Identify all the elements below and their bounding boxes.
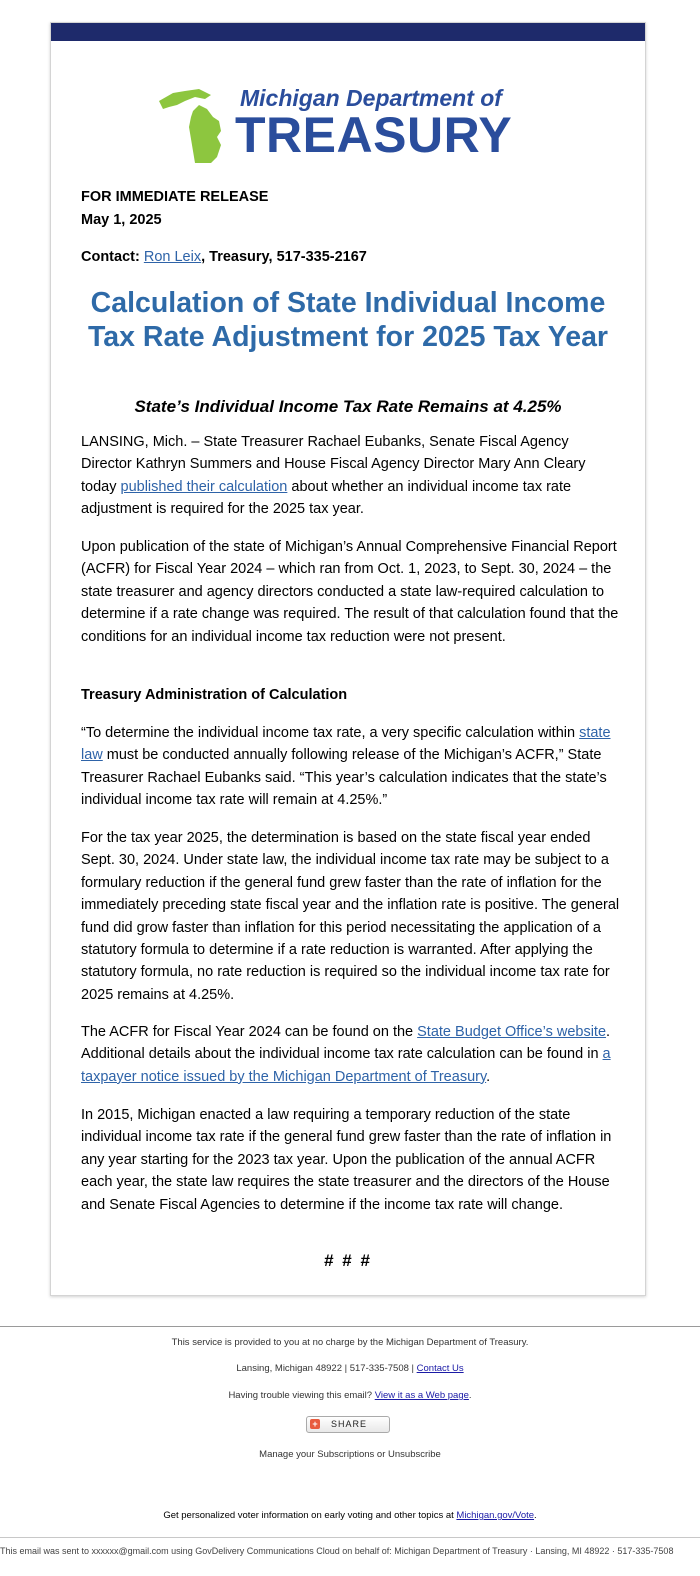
taxpayer-notice-link[interactable]: a taxpayer notice issued by the Michigan Department of Treasury <box>81 1046 611 1085</box>
paragraph-3-text-b: must be conducted annually following release of the Michigan’s ACFR,” State Treasurer Rachael Eubanks said. “This year’s calculation indicates that the state’s individual income tax rate will remain at 4.25%.” <box>81 747 607 809</box>
michigan-map-icon <box>155 87 237 165</box>
trouble-end: . <box>468 1390 472 1401</box>
email-card <box>50 22 646 1296</box>
paragraph-1-text-b: about whether an individual income tax rate adjustment is required for the 2025 tax year. <box>81 478 572 518</box>
footer-address <box>0 1363 700 1374</box>
paragraph-5-text-b: . Additional details about the individual income tax rate calculation can be found in <box>81 1024 611 1063</box>
release-date: May 1, 2025 <box>81 212 162 228</box>
contact-us-link[interactable]: Contact Us <box>416 1363 464 1374</box>
view-web-page-link[interactable]: View it as a Web page <box>374 1390 469 1401</box>
manage-subscriptions-link[interactable]: Manage your Subscriptions or Unsubscribe <box>259 1449 441 1460</box>
paragraph-5 <box>81 1021 621 1088</box>
contact-details: , Treasury, 517-335-2167 <box>201 249 367 265</box>
state-budget-office-link[interactable]: State Budget Office’s website <box>417 1024 607 1040</box>
paragraph-5-text-c: . <box>486 1068 491 1085</box>
paragraph-5-text-a: The ACFR for Fiscal Year 2024 can be found on the <box>81 1024 418 1040</box>
voter-text: Get personalized voter information on early voting and other topics at <box>163 1510 457 1521</box>
contact-name-link[interactable]: Ron Leix <box>143 249 202 265</box>
page-title: Calculation of State Individual Income Tax Rate Adjustment for 2025 Tax Year <box>87 287 609 353</box>
state-law-link[interactable]: state law <box>81 725 611 764</box>
end-mark: # # # <box>324 1251 372 1270</box>
share-button[interactable] <box>306 1416 390 1433</box>
release-label: FOR IMMEDIATE RELEASE <box>81 189 269 205</box>
paragraph-4: For the tax year 2025, the determination is based on the state fiscal year ended Sept. 30, 2024. Under state law, the individual income tax rate may be subject to a formulary reduction if the general fund grew faster than the rate of inflation for the immediately preceding state fiscal year and the inflation rate is positive. The general fund did grow faster than inflation for this period necessitating the application of a statutory formula to determine if a rate reduction is warranted. After applying the statutory formula, no rate reduction is required so the individual income tax rate for 2025 remains at 4.25%. <box>81 830 620 1003</box>
paragraph-1 <box>81 431 621 521</box>
header-bar <box>51 23 645 41</box>
section-title: Treasury Administration of Calculation <box>81 687 348 703</box>
paragraph-2: Upon publication of the state of Michigan’s Annual Comprehensive Financial Report (ACFR) for Fiscal Year 2024 – which ran from Oct. 1, 2023, to Sept. 30, 2024 – the state treasurer and agency directors conducted a state law-required calculation to determine if a rate change was required. The result of that calculation found that the conditions for an individual income tax reduction were not present. <box>81 539 619 645</box>
share-label: SHARE <box>331 1419 368 1429</box>
brand-line-2: TREASURY <box>235 107 513 163</box>
contact-line <box>81 249 367 265</box>
contact-label: Contact: <box>81 249 144 265</box>
bottom-divider <box>0 1537 700 1538</box>
subheadline: State’s Individual Income Tax Rate Remains at 4.25% <box>134 397 562 416</box>
service-note: This service is provided to you at no charge by the Michigan Department of Treasury. <box>171 1337 529 1348</box>
paragraph-6: In 2015, Michigan enacted a law requiring a temporary reduction of the state individual income tax rate if the general fund grew faster than the rate of inflation in any year starting for the 2023 tax year. Upon the publication of the annual ACFR each year, the state law requires the state treasurer and the directors of the House and Senate Fiscal Agencies to determine if the income tax rate will change. <box>81 1107 612 1213</box>
vote-link[interactable]: Michigan.gov/Vote <box>456 1510 535 1521</box>
voter-end: . <box>534 1510 537 1521</box>
address-text: Lansing, Michigan 48922 | 517-335-7508 | <box>236 1363 417 1374</box>
plus-icon: + <box>310 1419 320 1429</box>
paragraph-1-text-a: LANSING, Mich. – State Treasurer Rachael Eubanks, Senate Fiscal Agency Director Kathryn Summers and House Fiscal Agency Director Mary Ann Cleary today <box>81 434 586 495</box>
paragraph-3-text-a: “To determine the individual income tax rate, a very specific calculation within <box>81 725 580 741</box>
trouble-viewing <box>0 1390 700 1401</box>
published-calculation-link[interactable]: published their calculation <box>120 478 288 495</box>
footer-divider <box>0 1326 700 1327</box>
brand-line-1: Michigan Department of <box>240 85 502 111</box>
trouble-text: Having trouble viewing this email? <box>228 1390 375 1401</box>
voter-info <box>0 1510 700 1521</box>
sent-to-note: This email was sent to xxxxxx@gmail.com using GovDelivery Communications Cloud on behalf of: Michigan Department of Treasury · Lansing, MI 48922 · 517-335-7508 <box>0 1546 674 1556</box>
treasury-logo[interactable] <box>155 85 525 165</box>
paragraph-3 <box>81 722 621 812</box>
